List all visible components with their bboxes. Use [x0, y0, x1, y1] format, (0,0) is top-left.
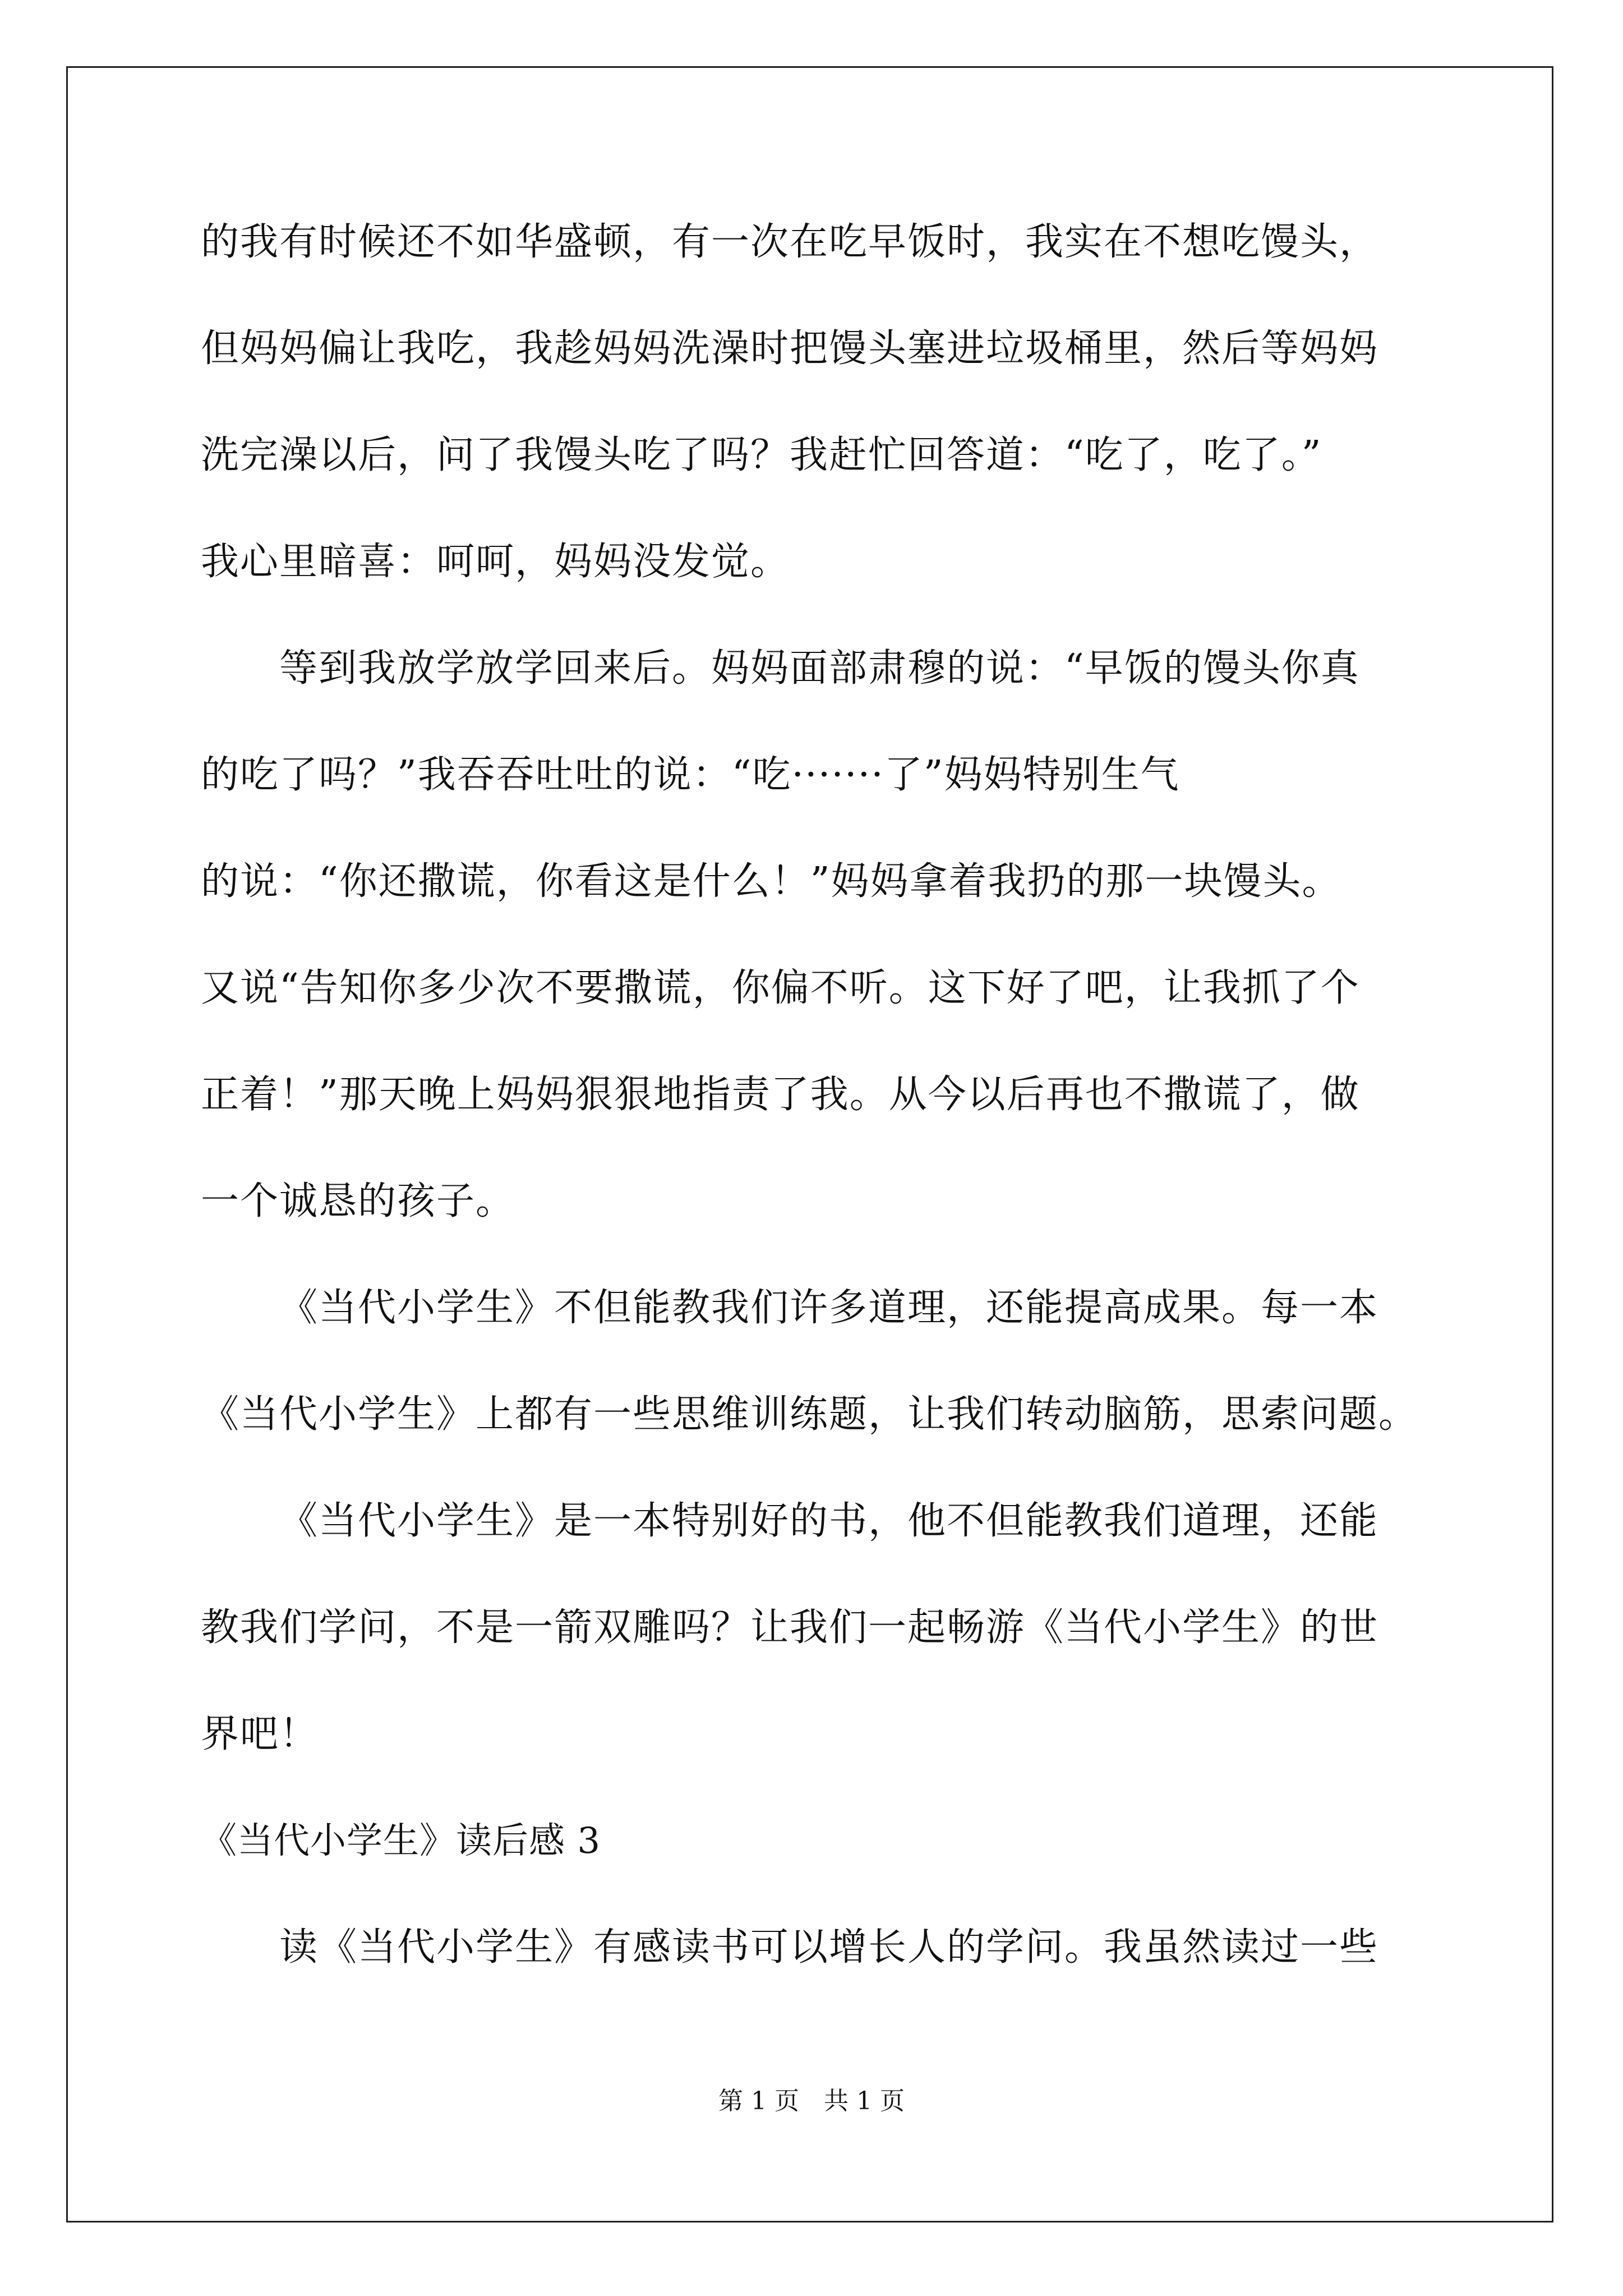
paragraph-line: 一个诚恳的孩子。 [201, 1179, 515, 1223]
paragraph-line: 洗完澡以后，问了我馒头吃了吗？我赶忙回答道：“吃了，吃了。” [201, 433, 1322, 477]
page-number-footer: 第 1 页 共 1 页 [718, 2087, 905, 2115]
page-border [66, 66, 1553, 2223]
paragraph-line: 正着！”那天晚上妈妈狠狠地指责了我。从今以后再也不撒谎了，做 [201, 1073, 1360, 1117]
paragraph-line: 的说：“你还撒谎，你看这是什么！”妈妈拿着我扔的那一块馒头。 [201, 859, 1341, 904]
paragraph-line: 《当代小学生》上都有一些思维训练题，让我们转动脑筋，思索问题。 [201, 1392, 1418, 1437]
paragraph-line: 《当代小学生》是一本特别好的书，他不但能教我们道理，还能 [279, 1499, 1379, 1543]
paragraph-line: 我心里暗喜：呵呵，妈妈没发觉。 [201, 540, 790, 584]
paragraph-line: 的吃了吗？”我吞吞吐吐的说：“吃·······了”妈妈特别生气 [201, 753, 1180, 797]
paragraph-line: 的我有时候还不如华盛顿，有一次在吃早饭时，我实在不想吃馒头， [201, 220, 1379, 264]
paragraph-line: 但妈妈偏让我吃，我趁妈妈洗澡时把馒头塞进垃圾桶里，然后等妈妈 [201, 326, 1379, 371]
paragraph-line: 教我们学问，不是一箭双雕吗？让我们一起畅游《当代小学生》的世 [201, 1605, 1379, 1650]
section-heading: 《当代小学生》读后感 3 [201, 1820, 601, 1862]
paragraph-line: 又说“告知你多少次不要撒谎，你偏不听。这下好了吧，让我抓了个 [201, 966, 1360, 1010]
paragraph-line: 读《当代小学生》有感读书可以增长人的学问。我虽然读过一些 [279, 1925, 1379, 1970]
paragraph-line: 等到我放学放学回来后。妈妈面部肃穆的说：“早饭的馒头你真 [279, 646, 1360, 691]
paragraph-line: 《当代小学生》不但能教我们许多道理，还能提高成果。每一本 [279, 1286, 1379, 1330]
paragraph-line: 界吧！ [201, 1712, 319, 1756]
